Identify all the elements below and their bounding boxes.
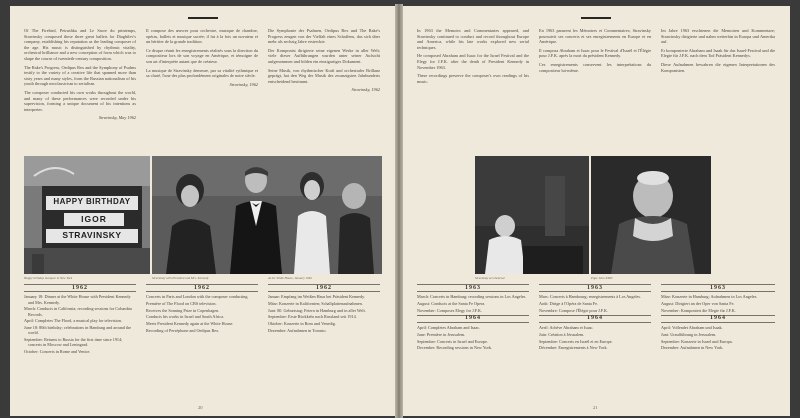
chronology-entry: März: Konzerte in Hamburg; Aufnahmen in Los Angeles. [661,294,758,300]
year-heading: 1963 [661,284,775,292]
paragraph: Ce disque réunit les enregistrements réalisés sous la direction du compositeur lors de son voyage en Amérique, et témoigne de son art d'interprète autant que de créateur. [146,47,258,64]
chronology-entry: Dezember: Aufnahmen in Toronto. [268,327,327,333]
paragraph: The composer conducted his own works throughout the world, and many of these performances were recorded under his supervision, forming a unique document of his intentions as interpreter. [24,89,136,112]
right-page [403,6,790,416]
chronology-entry: March: Concerts in Hamburg; recording sessions in Los Angeles. [417,294,527,300]
marquee-line-3: STRAVINSKY [62,230,122,240]
chronology-entry: December: Recording sessions in New York. [417,345,493,351]
credit-line: Stravinsky, May 1962 [98,115,136,121]
paragraph: In 1963 the Memoirs and Commentaries appeared, and Stravinsky continued to conduct and record throughout Europe and America, while his late works explored new serial techniques. [417,28,529,50]
chronology-entry: April: Completes The Flood, a musical play for television. [24,318,122,324]
chronology-entry: Juni: 80. Geburtstag; Feiern in Hamburg und in aller Welt. [268,307,366,313]
booklet-gutter [395,4,403,418]
chronology-column-english [24,282,136,356]
text-column-german [268,28,380,148]
paragraph: The Rake's Progress, Oedipus Rex and the Symphony of Psalms testify to the variety of a creative life that spanned more than sixty years and many styles, from the Russian nationalism of his youth through neoclassicism to serialism. [24,64,136,87]
paragraph: Der Komponist dirigierte seine eigenen Werke in aller Welt; viele dieser Aufführungen wurden unter seiner Aufsicht aufgenommen und bilden ein einzigartiges Dokument. [268,47,380,64]
photo-caption: At the White House, January 1962 [268,276,312,280]
credit-line: Stravinsky, 1962 [351,87,380,93]
text-column-english [24,28,136,148]
marquee-line-2: IGOR [81,214,107,224]
year-heading: 1964 [417,315,529,323]
page-number: 21 [593,405,598,410]
paragraph: Seine Musik, von rhythmischer Kraft und orchestraler Brillanz geprägt, hat den Weg der Musik des zwanzigsten Jahrhunderts entscheidend bestimmt. [268,67,380,84]
paragraph: La musique de Stravinsky demeure, par sa vitalité rythmique et sa clarté, l'une des plus profondément originales de notre siècle. [146,67,258,79]
paragraph: Il compose des œuvres pour orchestre, musique de chambre, opéras, ballets et musique sacrée; il fut à la fois un novateur et un héritier de la grande tradition. [146,28,258,45]
pope-photo [591,156,711,274]
page-number: 20 [198,405,203,410]
chronology-entry: Décembre: Enregistrements à New York. [539,345,608,351]
chronology-entry: June: Première in Jerusalem. [417,331,466,337]
photo-caption: Stravinsky with President and Mrs. Kennedy [152,276,209,280]
text-column-french [146,28,258,148]
chronology-entry: Receives the Sonning Prize in Copenhagen. [146,307,220,313]
chronology-entry: June 18: 80th birthday; celebrations in Hamburg and around the world. [24,324,132,336]
chronology-entry: Juni: Uraufführung in Jerusalem. [661,331,717,337]
chronology-entry: March: Conducts in California; recording sessions for Columbia Records. [24,306,132,317]
chronology-entry: September: Returns to Russia for the first time since 1914; concerts in Moscow and Leningrad. [24,336,123,348]
rehearsal-photo [475,156,589,274]
chronology-entry: Septembre: Concerts en Israël et en Europe. [539,338,613,344]
paragraph: Diese Aufnahmen bewahren die eigenen Interpretationen des Komponisten. [661,61,775,73]
paragraph: Im Jahre 1963 erschienen die Memoiren und Kommentare; Strawinsky dirigierte und nahm weiterhin in Europa und Amerika auf. [661,28,775,45]
chronology-entry: Januar: Empfang im Weißen Haus bei Präsident Kennedy. [268,294,365,300]
kennedy-photo [152,156,382,274]
chronology-entry: Avril: Achève Abraham et Isaac. [539,325,594,331]
marquee-line-1: HAPPY BIRTHDAY [53,197,131,206]
top-rule [581,17,611,19]
year-heading: 1964 [661,315,775,323]
chronology-entry: January 18: Dinner at the White House with President Kennedy and Mrs. Kennedy. [24,294,131,305]
year-heading: 1964 [539,315,651,323]
paragraph: Of The Firebird, Petrushka and Le Sacre du printemps, Stravinsky composed these three great ballets for Diaghilev's company, establishing his reputation as the leading composer of the age. His music is distinguished by rhythmic vitality, orchestral brilliance and a new conception of form which was to shape the course of twentieth-century composition. [24,28,136,61]
chronology-entry: Mars: Concerts à Hambourg; enregistrements à Los Angeles. [539,294,642,300]
chronology-entry: August: Dirigiert an der Oper von Santa Fe. [661,300,735,306]
chronology-entry: Recording of Perséphone and Oedipus Rex. [146,327,220,333]
chronology-column-german [268,282,380,334]
photo-caption: Happy birthday marquee in New York [24,276,73,280]
year-heading: 1962 [146,284,258,292]
paragraph: Die Symphonie der Psalmen, Oedipus Rex und The Rake's Progress zeugen von der Vielfalt eines Schaffens, das sich über mehr als sechzig Jahre erstreckte. [268,28,380,45]
chronology-entry: Novembre: Compose l'Élégie pour J.F.K. [539,307,608,313]
credit-line: Stravinsky, 1962 [229,81,258,87]
chronology-entry: Juin: Création à Jérusalem. [539,331,585,337]
paragraph: En 1963 parurent les Mémoires et Commentaires; Stravinsky poursuivit ses concerts et ses enregistrements en Europe et en Amérique. [539,28,651,45]
chronology-entry: März: Konzerte in Kalifornien; Schallplattenaufnahmen. [268,300,363,306]
chronology-column-german [661,282,775,352]
chronology-entry: September: Konzerte in Israel und Europa. [661,338,733,344]
chronology-entry: April: Vollendet Abraham und Isaak. [661,325,723,331]
text-column-french [539,28,651,148]
chronology-entry: September: Concerts in Israel and Europe. [417,338,488,344]
year-heading: 1962 [24,284,136,292]
top-rule [188,17,218,19]
chronology-entry: Oktober: Konzerte in Rom und Venedig. [268,321,336,327]
chronology-entry: Conducts his works in Israel and South Africa. [146,314,225,320]
paragraph: Ces enregistrements conservent les interprétations du compositeur lui-même. [539,61,651,73]
year-heading: 1963 [539,284,651,292]
chronology-entry: Concerts in Paris and London with the composer conducting. [146,294,249,300]
paragraph: These recordings preserve the composer's own readings of his music. [417,73,529,84]
chronology-entry: April: Completes Abraham and Isaac. [417,325,481,331]
chronology-entry: Dezember: Aufnahmen in New York. [661,345,724,351]
paragraph: He composed Abraham and Isaac for the Israel Festival and the Elegy for J.F.K. after the death of President Kennedy in November 1963. [417,53,529,70]
paragraph: Il composa Abraham et Isaac pour le Festival d'Israël et l'Élégie pour J.F.K. après la mort du président Kennedy. [539,47,651,59]
chronology-entry: Août: Dirige à l'Opéra de Santa Fe. [539,300,599,306]
chronology-entry: November: Komponiert die Elegie für J.F.K. [661,307,736,313]
text-column-german [661,28,775,148]
marquee-photo [24,156,150,274]
year-heading: 1962 [268,284,380,292]
photo-caption: Pope John XXIII [591,276,613,280]
chronology-entry: September: Erste Rückkehr nach Russland seit 1914. [268,314,357,320]
photo-caption: Stravinsky at rehearsal [475,276,505,280]
left-page [10,6,395,416]
chronology-entry: August: Conducts at the Santa Fe Opera. [417,300,486,306]
chronology-entry: November: Composes Elegy for J.F.K. [417,307,482,313]
chronology-column-french [146,282,258,334]
chronology-column-english [417,282,529,352]
chronology-entry: Meets President Kennedy again at the White House. [146,321,234,327]
chronology-column-french [539,282,651,352]
paragraph: Er komponierte Abraham und Isaak für das Israel-Festival und die Elegie für J.F.K. nach dem Tod Präsident Kennedys. [661,47,775,59]
year-heading: 1963 [417,284,529,292]
chronology-entry: October: Concerts in Rome and Venice. [24,348,91,354]
text-column-english [417,28,529,148]
chronology-entry: Première of The Flood on CBS television. [146,300,217,306]
